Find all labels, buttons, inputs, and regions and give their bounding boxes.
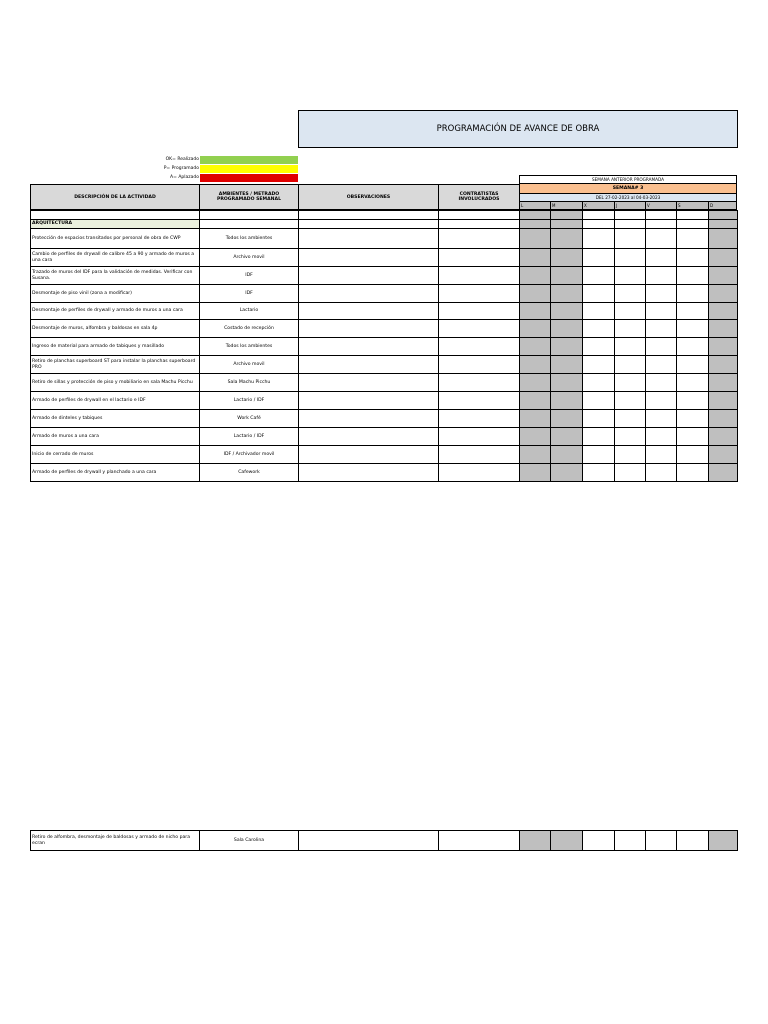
day-cell[interactable]: [646, 831, 677, 851]
contratistas-cell[interactable]: [439, 320, 520, 338]
empty-cell: [520, 220, 551, 229]
day-cell[interactable]: [646, 249, 677, 267]
day-cell[interactable]: [520, 229, 551, 249]
activity-ambiente: Lactario: [200, 303, 299, 320]
day-cell[interactable]: [709, 285, 738, 303]
day-cell[interactable]: [646, 356, 677, 374]
day-cell[interactable]: [677, 303, 709, 320]
day-cell[interactable]: [583, 374, 615, 392]
observaciones-cell[interactable]: [299, 464, 439, 482]
day-cell[interactable]: [583, 320, 615, 338]
day-cell[interactable]: [615, 464, 646, 482]
contratistas-cell[interactable]: [439, 446, 520, 464]
activity-ambiente: Sala Carolina: [200, 831, 299, 851]
legend-swatch-realizado: [200, 156, 298, 164]
day-cell[interactable]: [677, 392, 709, 410]
day-cell[interactable]: [677, 338, 709, 356]
day-cell[interactable]: [520, 356, 551, 374]
table-row: [31, 249, 738, 267]
bottom-activity-table: [30, 830, 738, 851]
day-cell[interactable]: [583, 392, 615, 410]
day-cell[interactable]: [709, 464, 738, 482]
section-label: ARQUITECTURA: [31, 220, 200, 229]
table-row: [31, 220, 738, 229]
day-cell[interactable]: [520, 392, 551, 410]
observaciones-cell[interactable]: [299, 446, 439, 464]
table-row: [31, 303, 738, 320]
day-cell[interactable]: [677, 285, 709, 303]
day-cell[interactable]: [677, 267, 709, 285]
day-cell[interactable]: [520, 320, 551, 338]
day-cell[interactable]: [615, 249, 646, 267]
day-cell[interactable]: [677, 374, 709, 392]
day-d: D: [708, 202, 737, 210]
day-cell[interactable]: [677, 356, 709, 374]
table-row: [31, 285, 738, 303]
table-row: [31, 211, 738, 220]
day-cell[interactable]: [709, 446, 738, 464]
day-cell[interactable]: [583, 249, 615, 267]
day-cell[interactable]: [646, 410, 677, 428]
day-cell[interactable]: [520, 249, 551, 267]
contratistas-cell[interactable]: [439, 249, 520, 267]
table-row: [31, 446, 738, 464]
section-label: [31, 211, 200, 220]
day-cell[interactable]: [551, 446, 583, 464]
day-cell[interactable]: [646, 374, 677, 392]
observaciones-cell[interactable]: [299, 267, 439, 285]
empty-cell: [439, 211, 520, 220]
day-cell[interactable]: [615, 446, 646, 464]
activity-ambiente: Sala Machu Picchu: [200, 374, 299, 392]
day-cell[interactable]: [520, 374, 551, 392]
contratistas-cell[interactable]: [439, 464, 520, 482]
day-cell[interactable]: [583, 285, 615, 303]
contratistas-cell[interactable]: [439, 338, 520, 356]
day-cell[interactable]: [677, 320, 709, 338]
contratistas-cell[interactable]: [439, 374, 520, 392]
day-cell[interactable]: [646, 303, 677, 320]
empty-cell: [200, 211, 299, 220]
activity-description: Armado de dinteles y tabiques: [31, 410, 200, 428]
activity-description: Retiro de sillas y protección de piso y mobiliario en sala Machu Picchu: [31, 374, 200, 392]
week-previous-label: SEMANA ANTERIOR PROGRAMADA: [519, 175, 737, 184]
day-cell[interactable]: [551, 303, 583, 320]
day-cell[interactable]: [520, 831, 551, 851]
day-cell[interactable]: [520, 267, 551, 285]
contratistas-cell[interactable]: [439, 267, 520, 285]
legend-label-programado: P= Programado: [163, 166, 199, 171]
contratistas-cell[interactable]: [439, 303, 520, 320]
week-date-range: DEL 27-02-2023 al 04-03-2023: [519, 193, 737, 202]
day-cell[interactable]: [646, 392, 677, 410]
day-cell[interactable]: [583, 229, 615, 249]
activity-description: Protección de espacios transitados por personal de obra de CWP: [31, 229, 200, 249]
activity-ambiente: Lactario / IDF: [200, 392, 299, 410]
day-cell[interactable]: [520, 303, 551, 320]
observaciones-cell[interactable]: [299, 831, 439, 851]
activity-description: Desmontaje de piso vinil (zona a modificar): [31, 285, 200, 303]
empty-cell: [583, 220, 615, 229]
observaciones-cell[interactable]: [299, 320, 439, 338]
day-cell[interactable]: [551, 464, 583, 482]
day-cell[interactable]: [709, 374, 738, 392]
table-row: [31, 356, 738, 374]
day-cell[interactable]: [520, 464, 551, 482]
day-cell[interactable]: [615, 356, 646, 374]
empty-cell: [646, 211, 677, 220]
day-cell[interactable]: [551, 229, 583, 249]
activity-description: Inicio de cerrado de muros: [31, 446, 200, 464]
table-row: [31, 374, 738, 392]
contratistas-cell[interactable]: [439, 392, 520, 410]
day-cell[interactable]: [709, 428, 738, 446]
activity-ambiente: Archivo movil: [200, 356, 299, 374]
day-cell[interactable]: [677, 446, 709, 464]
observaciones-cell[interactable]: [299, 338, 439, 356]
legend-swatch-programado: [200, 165, 298, 173]
day-cell[interactable]: [677, 229, 709, 249]
empty-cell: [677, 211, 709, 220]
day-cell[interactable]: [551, 392, 583, 410]
observaciones-cell[interactable]: [299, 249, 439, 267]
day-v: V: [645, 202, 676, 210]
day-cell[interactable]: [615, 428, 646, 446]
day-cell[interactable]: [583, 428, 615, 446]
day-cell[interactable]: [615, 374, 646, 392]
activity-description: Armado de muros a una cara: [31, 428, 200, 446]
empty-cell: [439, 220, 520, 229]
page-title: PROGRAMACIÓN DE AVANCE DE OBRA: [298, 110, 738, 148]
table-row: [31, 320, 738, 338]
day-m: M: [550, 202, 582, 210]
day-cell[interactable]: [646, 229, 677, 249]
day-cell[interactable]: [551, 356, 583, 374]
day-cell[interactable]: [646, 428, 677, 446]
day-cell[interactable]: [615, 267, 646, 285]
day-cell[interactable]: [646, 267, 677, 285]
day-cell[interactable]: [709, 267, 738, 285]
day-cell[interactable]: [709, 229, 738, 249]
empty-cell: [299, 220, 439, 229]
day-cell[interactable]: [615, 338, 646, 356]
day-cell[interactable]: [615, 229, 646, 249]
legend-label-realizado: OK= Realizado: [165, 157, 199, 162]
day-cell[interactable]: [551, 428, 583, 446]
activity-description: Ingreso de material para armado de tabiques y masillado: [31, 338, 200, 356]
table-row: [31, 229, 738, 249]
day-cell[interactable]: [551, 249, 583, 267]
activity-ambiente: Todos los ambientes: [200, 338, 299, 356]
empty-cell: [646, 220, 677, 229]
day-cell[interactable]: [709, 249, 738, 267]
day-cell[interactable]: [646, 285, 677, 303]
empty-cell: [200, 220, 299, 229]
day-cell[interactable]: [551, 338, 583, 356]
day-cell[interactable]: [551, 374, 583, 392]
table-row: [31, 392, 738, 410]
activity-ambiente: Lactario / IDF: [200, 428, 299, 446]
day-cell[interactable]: [551, 267, 583, 285]
activity-ambiente: IDF: [200, 285, 299, 303]
contratistas-cell[interactable]: [439, 285, 520, 303]
day-cell[interactable]: [551, 410, 583, 428]
day-cell[interactable]: [551, 285, 583, 303]
contratistas-cell[interactable]: [439, 831, 520, 851]
activity-ambiente: IDF: [200, 267, 299, 285]
empty-cell: [709, 220, 738, 229]
table-row: [31, 267, 738, 285]
day-cell[interactable]: [583, 464, 615, 482]
table-row: [31, 338, 738, 356]
day-cell[interactable]: [520, 410, 551, 428]
day-cell[interactable]: [520, 285, 551, 303]
activity-description: Desmontaje de muros, alfombra y baldosas en sala 4p: [31, 320, 200, 338]
table-row: [31, 428, 738, 446]
day-cell[interactable]: [709, 410, 738, 428]
day-cell[interactable]: [520, 428, 551, 446]
contratistas-cell[interactable]: [439, 410, 520, 428]
activity-ambiente: Work Café: [200, 410, 299, 428]
day-cell[interactable]: [709, 831, 738, 851]
day-l: L: [519, 202, 550, 210]
contratistas-cell[interactable]: [439, 229, 520, 249]
day-cell[interactable]: [615, 410, 646, 428]
table-row: [31, 410, 738, 428]
day-cell[interactable]: [646, 338, 677, 356]
day-cell[interactable]: [615, 392, 646, 410]
day-cell[interactable]: [677, 464, 709, 482]
empty-cell: [299, 211, 439, 220]
empty-cell: [551, 211, 583, 220]
empty-cell: [615, 211, 646, 220]
activity-description: Trazado de muros del IDF para la validación de medidas. Verificar con Susana.: [31, 267, 200, 285]
activity-description: Retiro de alfombra, desmontaje de baldosas y armado de nicho para ecran: [31, 831, 200, 851]
day-cell[interactable]: [677, 831, 709, 851]
observaciones-cell[interactable]: [299, 229, 439, 249]
legend-swatch-aplazado: [200, 174, 298, 182]
day-cell[interactable]: [677, 249, 709, 267]
day-cell[interactable]: [615, 285, 646, 303]
day-cell[interactable]: [520, 446, 551, 464]
day-cell[interactable]: [583, 356, 615, 374]
day-cell[interactable]: [520, 338, 551, 356]
table-row: [31, 831, 738, 851]
header-contratistas: CONTRATISTAS INVOLUCRADOS: [438, 184, 520, 210]
activity-description: Desmontaje de perfiles de drywall y armado de muros a una cara: [31, 303, 200, 320]
day-cell[interactable]: [646, 446, 677, 464]
activity-description: Armado de perfiles de drywall en el lactario e IDF: [31, 392, 200, 410]
observaciones-cell[interactable]: [299, 285, 439, 303]
day-cell[interactable]: [583, 338, 615, 356]
day-cell[interactable]: [677, 428, 709, 446]
table-row: [31, 464, 738, 482]
day-cell[interactable]: [615, 320, 646, 338]
activity-description: Armado de perfiles de drywall y planchado a una cara: [31, 464, 200, 482]
activity-ambiente: Costado de recepción: [200, 320, 299, 338]
empty-cell: [520, 211, 551, 220]
day-cell[interactable]: [709, 303, 738, 320]
day-cell[interactable]: [583, 831, 615, 851]
day-cell[interactable]: [709, 320, 738, 338]
day-s: S: [676, 202, 708, 210]
header-ambientes: AMBIENTES / METRADO PROGRAMADO SEMANAL: [199, 184, 299, 210]
empty-cell: [551, 220, 583, 229]
empty-cell: [583, 211, 615, 220]
empty-cell: [709, 211, 738, 220]
observaciones-cell[interactable]: [299, 303, 439, 320]
day-cell[interactable]: [615, 303, 646, 320]
empty-cell: [615, 220, 646, 229]
observaciones-cell[interactable]: [299, 374, 439, 392]
day-x: X: [582, 202, 614, 210]
observaciones-cell[interactable]: [299, 356, 439, 374]
day-cell[interactable]: [615, 831, 646, 851]
day-cell[interactable]: [583, 267, 615, 285]
activity-ambiente: Todos los ambientes: [200, 229, 299, 249]
observaciones-cell[interactable]: [299, 410, 439, 428]
day-cell[interactable]: [551, 831, 583, 851]
day-cell[interactable]: [646, 464, 677, 482]
activity-ambiente: Cafework: [200, 464, 299, 482]
day-cell[interactable]: [583, 446, 615, 464]
day-cell[interactable]: [551, 320, 583, 338]
observaciones-cell[interactable]: [299, 428, 439, 446]
activity-ambiente: Archivo movil: [200, 249, 299, 267]
contratistas-cell[interactable]: [439, 356, 520, 374]
day-cell[interactable]: [646, 320, 677, 338]
day-cell[interactable]: [583, 303, 615, 320]
contratistas-cell[interactable]: [439, 428, 520, 446]
day-cell[interactable]: [677, 410, 709, 428]
day-cell[interactable]: [583, 410, 615, 428]
header-observaciones: OBSERVACIONES: [298, 184, 439, 210]
day-j: J: [614, 202, 645, 210]
day-cell[interactable]: [709, 356, 738, 374]
activities-table: [30, 210, 738, 482]
day-cell[interactable]: [709, 338, 738, 356]
activity-ambiente: IDF / Archivador movil: [200, 446, 299, 464]
activity-description: Retiro de planchas superboard ST para instalar la planchas superboard PRO: [31, 356, 200, 374]
week-current-label: SEMANA# 3: [519, 184, 737, 193]
legend-label-aplazado: A= Aplazado: [170, 175, 199, 180]
empty-cell: [677, 220, 709, 229]
observaciones-cell[interactable]: [299, 392, 439, 410]
day-cell[interactable]: [709, 392, 738, 410]
header-descripcion: DESCRIPCIÓN DE LA ACTIVIDAD: [30, 184, 200, 210]
activity-description: Cambio de perfiles de drywall de calibre 45 a 90 y armado de muros a una cara: [31, 249, 200, 267]
